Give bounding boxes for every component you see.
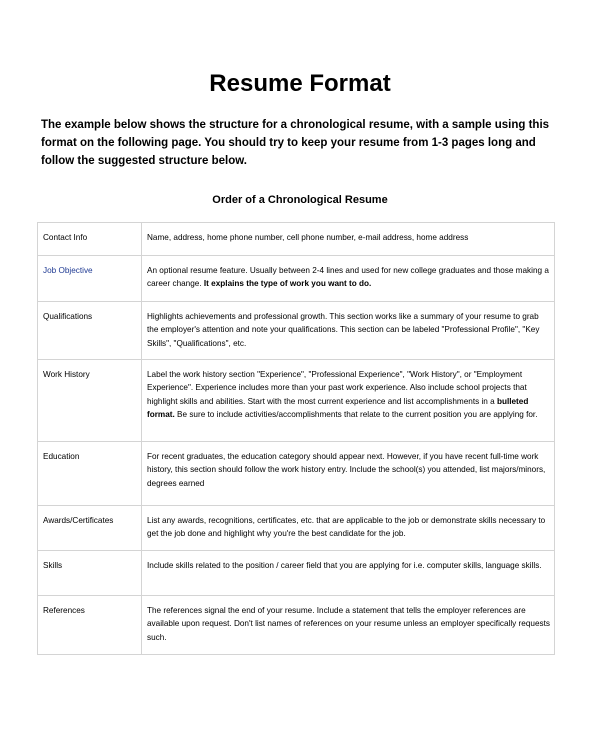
- description-text: Include skills related to the position / career field that you are applying for i.e. computer skills, language skills.: [147, 561, 542, 570]
- row-description: [142, 551, 555, 596]
- description-text: Name, address, home phone number, cell phone number, e-mail address, home address: [147, 233, 469, 242]
- table-row: [38, 302, 555, 360]
- row-label: [38, 256, 142, 302]
- row-label: Work History: [38, 360, 142, 442]
- resume-order-table: [37, 222, 555, 655]
- table-row: [38, 442, 555, 506]
- description-text: For recent graduates, the education category should appear next. However, if you have recent full-time work history, this section should follow the work history entry. Include the school(s) you attended, list majors/minors, degrees earned: [147, 452, 546, 488]
- description-text: Label the work history section "Experience", "Professional Experience", "Work History", or "Employment Experience". Experience includes more than your past work experience. Also include school projects that highlight skills and abilities. Start with the most current experience and list accomplishments in a: [147, 370, 527, 406]
- table-row: [38, 360, 555, 442]
- description-text: An optional resume feature. Usually between 2-4 lines and used for new college graduates and those making a career change.: [147, 266, 549, 289]
- row-label: Awards/Certificates: [38, 506, 142, 551]
- row-description: [142, 360, 555, 442]
- description-text: Be sure to include activities/accomplishments that relate to the current position you are applying for.: [174, 410, 538, 420]
- row-description: [142, 442, 555, 506]
- job-objective-link[interactable]: Job Objective: [43, 266, 93, 275]
- row-description: [142, 302, 555, 360]
- row-label: Contact Info: [38, 223, 142, 256]
- description-text: List any awards, recognitions, certificates, etc. that are applicable to the job or demonstrate skills necessary to get the job done and highlight why you're the best candidate for the job.: [147, 516, 546, 539]
- intro-paragraph: The example below shows the structure for a chronological resume, with a sample using this format on the following page. You should try to keep your resume from 1-3 pages long and follow the suggested structure below.: [41, 119, 550, 167]
- description-bold-text: It explains the type of work you want to do.: [203, 279, 372, 289]
- table-row: [38, 506, 555, 551]
- row-description: [142, 256, 555, 302]
- table-row: [38, 596, 555, 655]
- row-description: [142, 506, 555, 551]
- page-title: Resume Format: [209, 70, 391, 97]
- description-bold-text: bulleted format.: [147, 396, 529, 420]
- row-description: [142, 596, 555, 655]
- row-label: Qualifications: [38, 302, 142, 360]
- table-row: [38, 256, 555, 302]
- table-heading: Order of a Chronological Resume: [212, 194, 388, 206]
- table-row: [38, 223, 555, 256]
- row-description: [142, 223, 555, 256]
- description-text: The references signal the end of your resume. Include a statement that tells the employer references are available upon request. Don't list names of references on your resume unless an employer specifically requests such.: [147, 606, 550, 642]
- table-row: [38, 551, 555, 596]
- row-label: Skills: [38, 551, 142, 596]
- row-label: Education: [38, 442, 142, 506]
- row-label: References: [38, 596, 142, 655]
- description-text: Highlights achievements and professional growth. This section works like a summary of your resume to grab the employer's attention and note your qualifications. This section can be labeled "Professional Profile", "Key Skills", "Qualifications", etc.: [147, 312, 540, 348]
